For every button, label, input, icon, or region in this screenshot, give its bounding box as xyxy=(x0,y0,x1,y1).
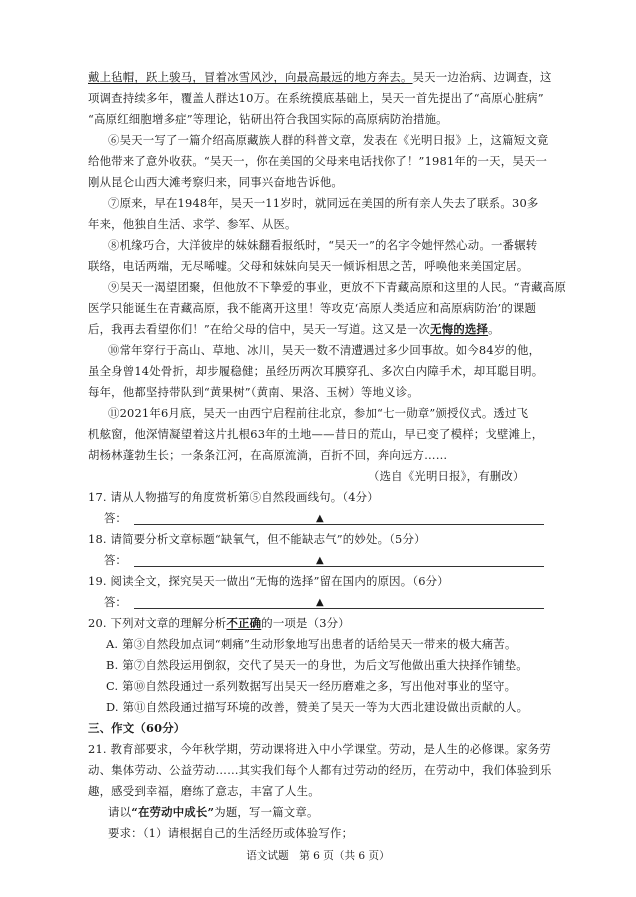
passage-p7-line2: 年来，他独自生活、求学、参军、从医。 xyxy=(88,217,297,231)
emphasis-not-correct: 不正确 xyxy=(226,616,262,630)
requirements-label: 要求： xyxy=(108,826,143,840)
page-footer: 语文试题 第 6 页（共 6 页） xyxy=(246,850,390,862)
passage-p8-line2: 联络，电话两端，无尽唏嘘。父母和妹妹向吴天一倾诉相思之苦，呼唤他来美国定居。 xyxy=(88,259,529,273)
answer-label: 答： xyxy=(104,511,127,525)
question-21-line2: 动、集体劳动、公益劳动……其实我们每个人都有过劳动的经历，在劳动中，我们体验到乐 xyxy=(88,763,552,777)
passage-p9-line3: 后，我再去看望你们！”在给父母的信中，吴天一写道。这又是一次无悔的选择。 xyxy=(88,322,500,336)
question-19: 19. 阅读全文，探究吴天一做出“无悔的选择”留在国内的原因。（6分） xyxy=(88,574,449,588)
question-21-line3: 趣，感受到幸福，磨练了意志，丰富了人生。 xyxy=(88,784,320,798)
option-a[interactable]: A. 第③自然段加点词“刺痛”生动形象地写出患者的话给吴天一带来的极大痛苦。 xyxy=(106,637,517,651)
passage-p11-line1: ⑪2021年6月底，吴天一由西宁启程前往北京，参加“七一勋章”颁授仪式。透过飞 xyxy=(108,406,529,420)
composition-title: “在劳动中成长” xyxy=(131,805,215,819)
underlined-sentence: 戴上毡帽，跃上骏马，冒着冰雪风沙，向最高最远的地方奔去。 xyxy=(88,70,413,84)
question-20: 20. 下列对文章的理解分析不正确的一项是（3分） xyxy=(88,616,350,630)
triangle-icon: ▲ xyxy=(316,555,324,566)
answer-19[interactable] xyxy=(104,594,324,610)
passage-p8-line1: ⑧机缘巧合，大洋彼岸的妹妹翻看报纸时，“吴天一”的名字令她怦然心动。一番辗转 xyxy=(108,238,538,252)
answer-line xyxy=(134,524,544,525)
passage-p5-line2: 项调查持续多年，覆盖人群达10万。在系统摸底基础上，吴天一首先提出了“高原心脏病” xyxy=(88,91,544,105)
answer-line xyxy=(134,566,544,567)
passage-p5-line1: 戴上毡帽，跃上骏马，冒着冰雪风沙，向最高最远的地方奔去。吴天一边治病、边调查，这 xyxy=(88,70,552,84)
passage-p6-line3: 刚从昆仑山西大滩考察归来，同事兴奋地告诉他。 xyxy=(88,175,343,189)
question-17: 17. 请从人物描写的角度赏析第⑤自然段画线句。（4分） xyxy=(88,490,379,504)
passage-p11-line3: 胡杨林蓬勃生长；一条条江河，在高原流淌，百折不回，奔向远方…… xyxy=(88,448,448,462)
passage-p6-line1: ⑥吴天一写了一篇介绍高原藏族人群的科普文章，发表在《光明日报》上，这篇短文竟 xyxy=(108,133,549,147)
bold-phrase: 无悔的选择 xyxy=(430,322,489,336)
passage-p11-line2: 机舷窗，他深情凝望着这片扎根63年的土地——昔日的荒山，早已变了模样；戈壁滩上， xyxy=(88,427,544,441)
passage-p10-line2: 虽全身曾14处骨折，却步履稳健；虽经历两次耳膜穿孔、多次白内障手术，却耳聪目明。 xyxy=(88,364,544,378)
requirements-line1: 要求：（1）请根据自己的生活经历或体验写作； xyxy=(108,826,354,840)
question-21-line1: 21. 教育部要求，今年秋学期，劳动课将进入中小学课堂。劳动，是人生的必修课。家务劳 xyxy=(88,742,551,756)
passage-p10-line3: 每年，他都坚持带队到“黄果树”（黄南、果洛、玉树）等地义诊。 xyxy=(88,385,419,399)
answer-label: 答： xyxy=(104,595,127,609)
question-18: 18. 请简要分析文章标题“缺氧气，但不能缺志气”的妙处。（5分） xyxy=(88,532,426,546)
answer-18[interactable] xyxy=(104,552,324,568)
answer-17[interactable] xyxy=(104,510,324,526)
triangle-icon: ▲ xyxy=(316,597,324,608)
option-c[interactable]: C. 第⑩自然段通过一系列数据写出吴天一经历磨难之多，写出他对事业的坚守。 xyxy=(106,679,517,693)
option-b[interactable]: B. 第⑦自然段运用倒叙，交代了吴天一的身世，为后文写他做出重大抉择作铺垫。 xyxy=(106,658,528,672)
answer-line xyxy=(134,608,544,609)
passage-p7-line1: ⑦原来，早在1948年，吴天一11岁时，就同远在美国的所有亲人失去了联系。30多 xyxy=(108,196,539,210)
composition-prompt: 请以“在劳动中成长”为题，写一篇文章。 xyxy=(108,805,319,819)
passage-p5-line3: “高原红细胞增多症”等理论，钻研出符合我国实际的高原病防治措施。 xyxy=(88,112,448,126)
passage-source: （选自《光明日报》，有删改） xyxy=(368,469,525,483)
passage-p10-line1: ⑩常年穿行于高山、草地、冰川，吴天一数不清遭遇过多少回事故。如今84岁的他， xyxy=(108,343,541,357)
triangle-icon: ▲ xyxy=(316,513,324,524)
passage-p9-line2: 医学只能诞生在青藏高原，我不能离开这里！等攻克‘高原人类适应和高原病防治’的课题 xyxy=(88,301,537,315)
passage-p6-line2: 给他带来了意外收获。“吴天一，你在美国的父母来电话找你了！”1981年的一天，吴天一 xyxy=(88,154,548,168)
section-composition-title: 三、作文（60分） xyxy=(88,721,186,735)
answer-label: 答： xyxy=(104,553,127,567)
passage-p9-line1: ⑨吴天一渴望团聚，但他放不下挚爱的事业，更放不下青藏高原和这里的人民。“青藏高原 xyxy=(108,280,567,294)
option-d[interactable]: D. 第⑪自然段通过描写环境的改善，赞美了吴天一等为大西北建设做出贡献的人。 xyxy=(106,700,529,714)
